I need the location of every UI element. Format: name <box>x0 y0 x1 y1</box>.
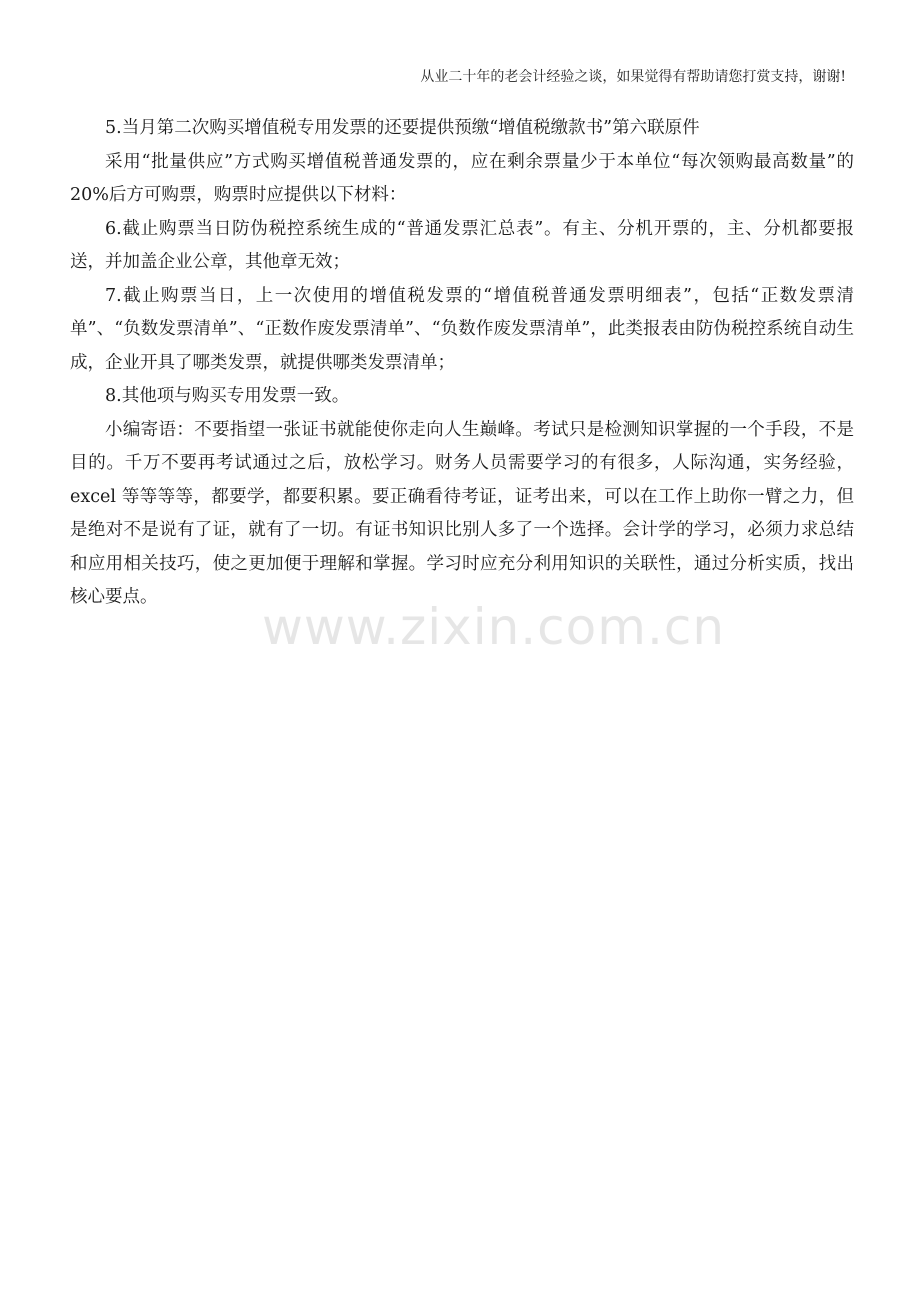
paragraph-item-8: 8.其他项与购买专用发票一致。 <box>105 386 350 406</box>
paragraph-editor-note: 小编寄语：不要指望一张证书就能使你走向人生巅峰。考试只是检测知识掌握的一个手段，不是目的。千万不要再考试通过之后，放松学习。财务人员需要学习的有很多，人际沟通，实务经验，excel 等等等等，都要学，都要积累。要正确看待考证，证考出来，可以在工作上助你一臂之力，但是绝对不是说有了证，就有了一切。有证书知识比别人多了一个选择。会计学的学习，必须力求总结和应用相关技巧，使之更加便于理解和掌握。学习时应充分利用知识的关联性，通过分析实质，找出核心要点。 <box>70 419 854 607</box>
paragraph-item-7: 7.截止购票当日，上一次使用的增值税发票的“增值税普通发票明细表”，包括“正数发票清单”、“负数发票清单”、“正数作废发票清单”、“负数作废发票清单”，此类报表由防伪税控系统自动生成，企业开具了哪类发票，就提供哪类发票清单； <box>70 285 854 373</box>
paragraph-item-5: 5.当月第二次购买增值税专用发票的还要提供预缴“增值税缴款书”第六联原件 <box>105 118 700 138</box>
header-note: 从业二十年的老会计经验之谈，如果觉得有帮助请您打赏支持，谢谢! <box>420 69 846 85</box>
document-body <box>70 112 854 615</box>
watermark: www.zixin.com.cn <box>262 598 726 656</box>
paragraph-item-6: 6.截止购票当日防伪税控系统生成的“普通发票汇总表”。有主、分机开票的，主、分机都要报送，并加盖企业公章，其他章无效； <box>70 218 854 272</box>
paragraph-bulk-supply: 采用“批量供应”方式购买增值税普通发票的，应在剩余票量少于本单位“每次领购最高数量”的 20%后方可购票，购票时应提供以下材料： <box>70 151 854 205</box>
